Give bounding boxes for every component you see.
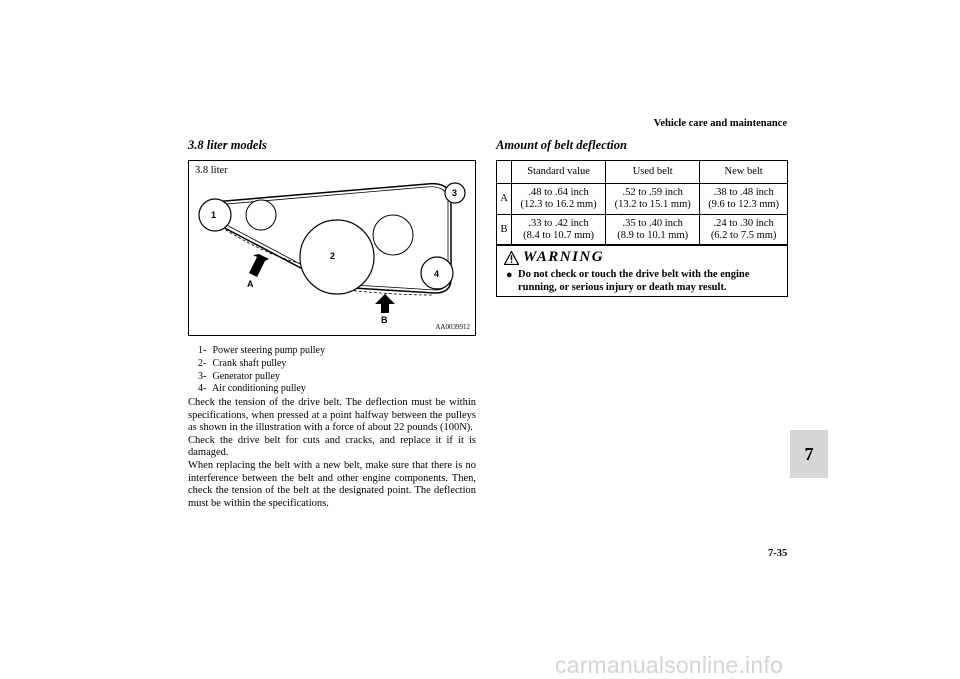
warning-text	[506, 269, 781, 294]
row-label: B	[497, 215, 512, 246]
pulley-2	[300, 220, 374, 294]
deflection-title: Amount of belt deflection	[496, 138, 627, 152]
callout-b: B	[381, 315, 388, 325]
bullet-icon: ●	[506, 269, 513, 281]
running-header: Vehicle care and maintenance	[653, 118, 787, 129]
idler-pulley-2	[373, 215, 413, 255]
table-header-new: New belt	[700, 161, 788, 184]
paragraph-tension-check: Check the tension of the drive belt. The deflection must be within specifications, when pressed at a point halfway between the pulleys as shown in the illustration with a force of about 22 pounds (100N).	[188, 397, 476, 434]
table-header-standard: Standard value	[512, 161, 606, 184]
callout-a: A	[247, 279, 254, 289]
warning-box	[496, 244, 788, 297]
page-number: 7-35	[768, 548, 788, 559]
warning-title: WARNING	[523, 249, 605, 265]
table-row	[497, 184, 788, 215]
callout-4: 4	[434, 269, 440, 279]
cell-standard: .48 to .64 inch (12.3 to 16.2 mm)	[512, 184, 606, 215]
cell-new: .38 to .48 inch (9.6 to 12.3 mm)	[700, 184, 788, 215]
callout-2: 2	[330, 251, 336, 261]
legend-item: 1- Power steering pump pulley	[198, 345, 325, 356]
paragraph-damage-check: Check the drive belt for cuts and cracks, and replace it if it is damaged.	[188, 434, 476, 459]
table-header-used: Used belt	[606, 161, 700, 184]
deflection-table	[496, 160, 788, 246]
row-label: A	[497, 184, 512, 215]
legend-item: 4- Air conditioning pulley	[198, 383, 306, 395]
arrow-b-icon	[375, 294, 395, 313]
callout-1: 1	[211, 210, 217, 220]
cell-new: .24 to .30 inch (6.2 to 7.5 mm)	[700, 215, 788, 246]
figure-code: AA0039912	[435, 323, 470, 331]
table-header-row	[497, 161, 788, 184]
warning-triangle-icon	[504, 251, 519, 265]
table-row	[497, 215, 788, 246]
callout-3: 3	[452, 188, 458, 198]
cell-used: .52 to .59 inch (13.2 to 15.1 mm)	[606, 184, 700, 215]
idler-pulley-1	[246, 200, 276, 230]
legend-item: 3- Generator pulley	[198, 370, 280, 382]
table-header-empty	[497, 161, 512, 184]
pulley-legend	[198, 345, 325, 396]
arrow-a-icon	[249, 254, 269, 277]
warning-header	[504, 249, 604, 266]
figure-label: 3.8 liter	[195, 165, 228, 176]
cell-standard: .33 to .42 inch (8.4 to 10.7 mm)	[512, 215, 606, 246]
legend-item: 2- Crank shaft pulley	[198, 357, 287, 369]
belt-routing-diagram	[189, 161, 475, 335]
watermark: carmanualsonline.info	[555, 652, 783, 678]
chapter-tab: 7	[790, 430, 828, 478]
paragraph-replacement: When replacing the belt with a new belt, make sure that there is no interference between the belt and other engine components. Then, check the tension of the belt at the designated point. The deflection must be within the specifications.	[188, 459, 476, 509]
section-title: 3.8 liter models	[188, 138, 267, 152]
warning-message: Do not check or touch the drive belt with the engine running, or serious injury or death may result.	[518, 269, 750, 293]
body-text	[188, 397, 476, 510]
cell-used: .35 to .40 inch (8.9 to 10.1 mm)	[606, 215, 700, 246]
belt-diagram-figure	[188, 160, 476, 336]
